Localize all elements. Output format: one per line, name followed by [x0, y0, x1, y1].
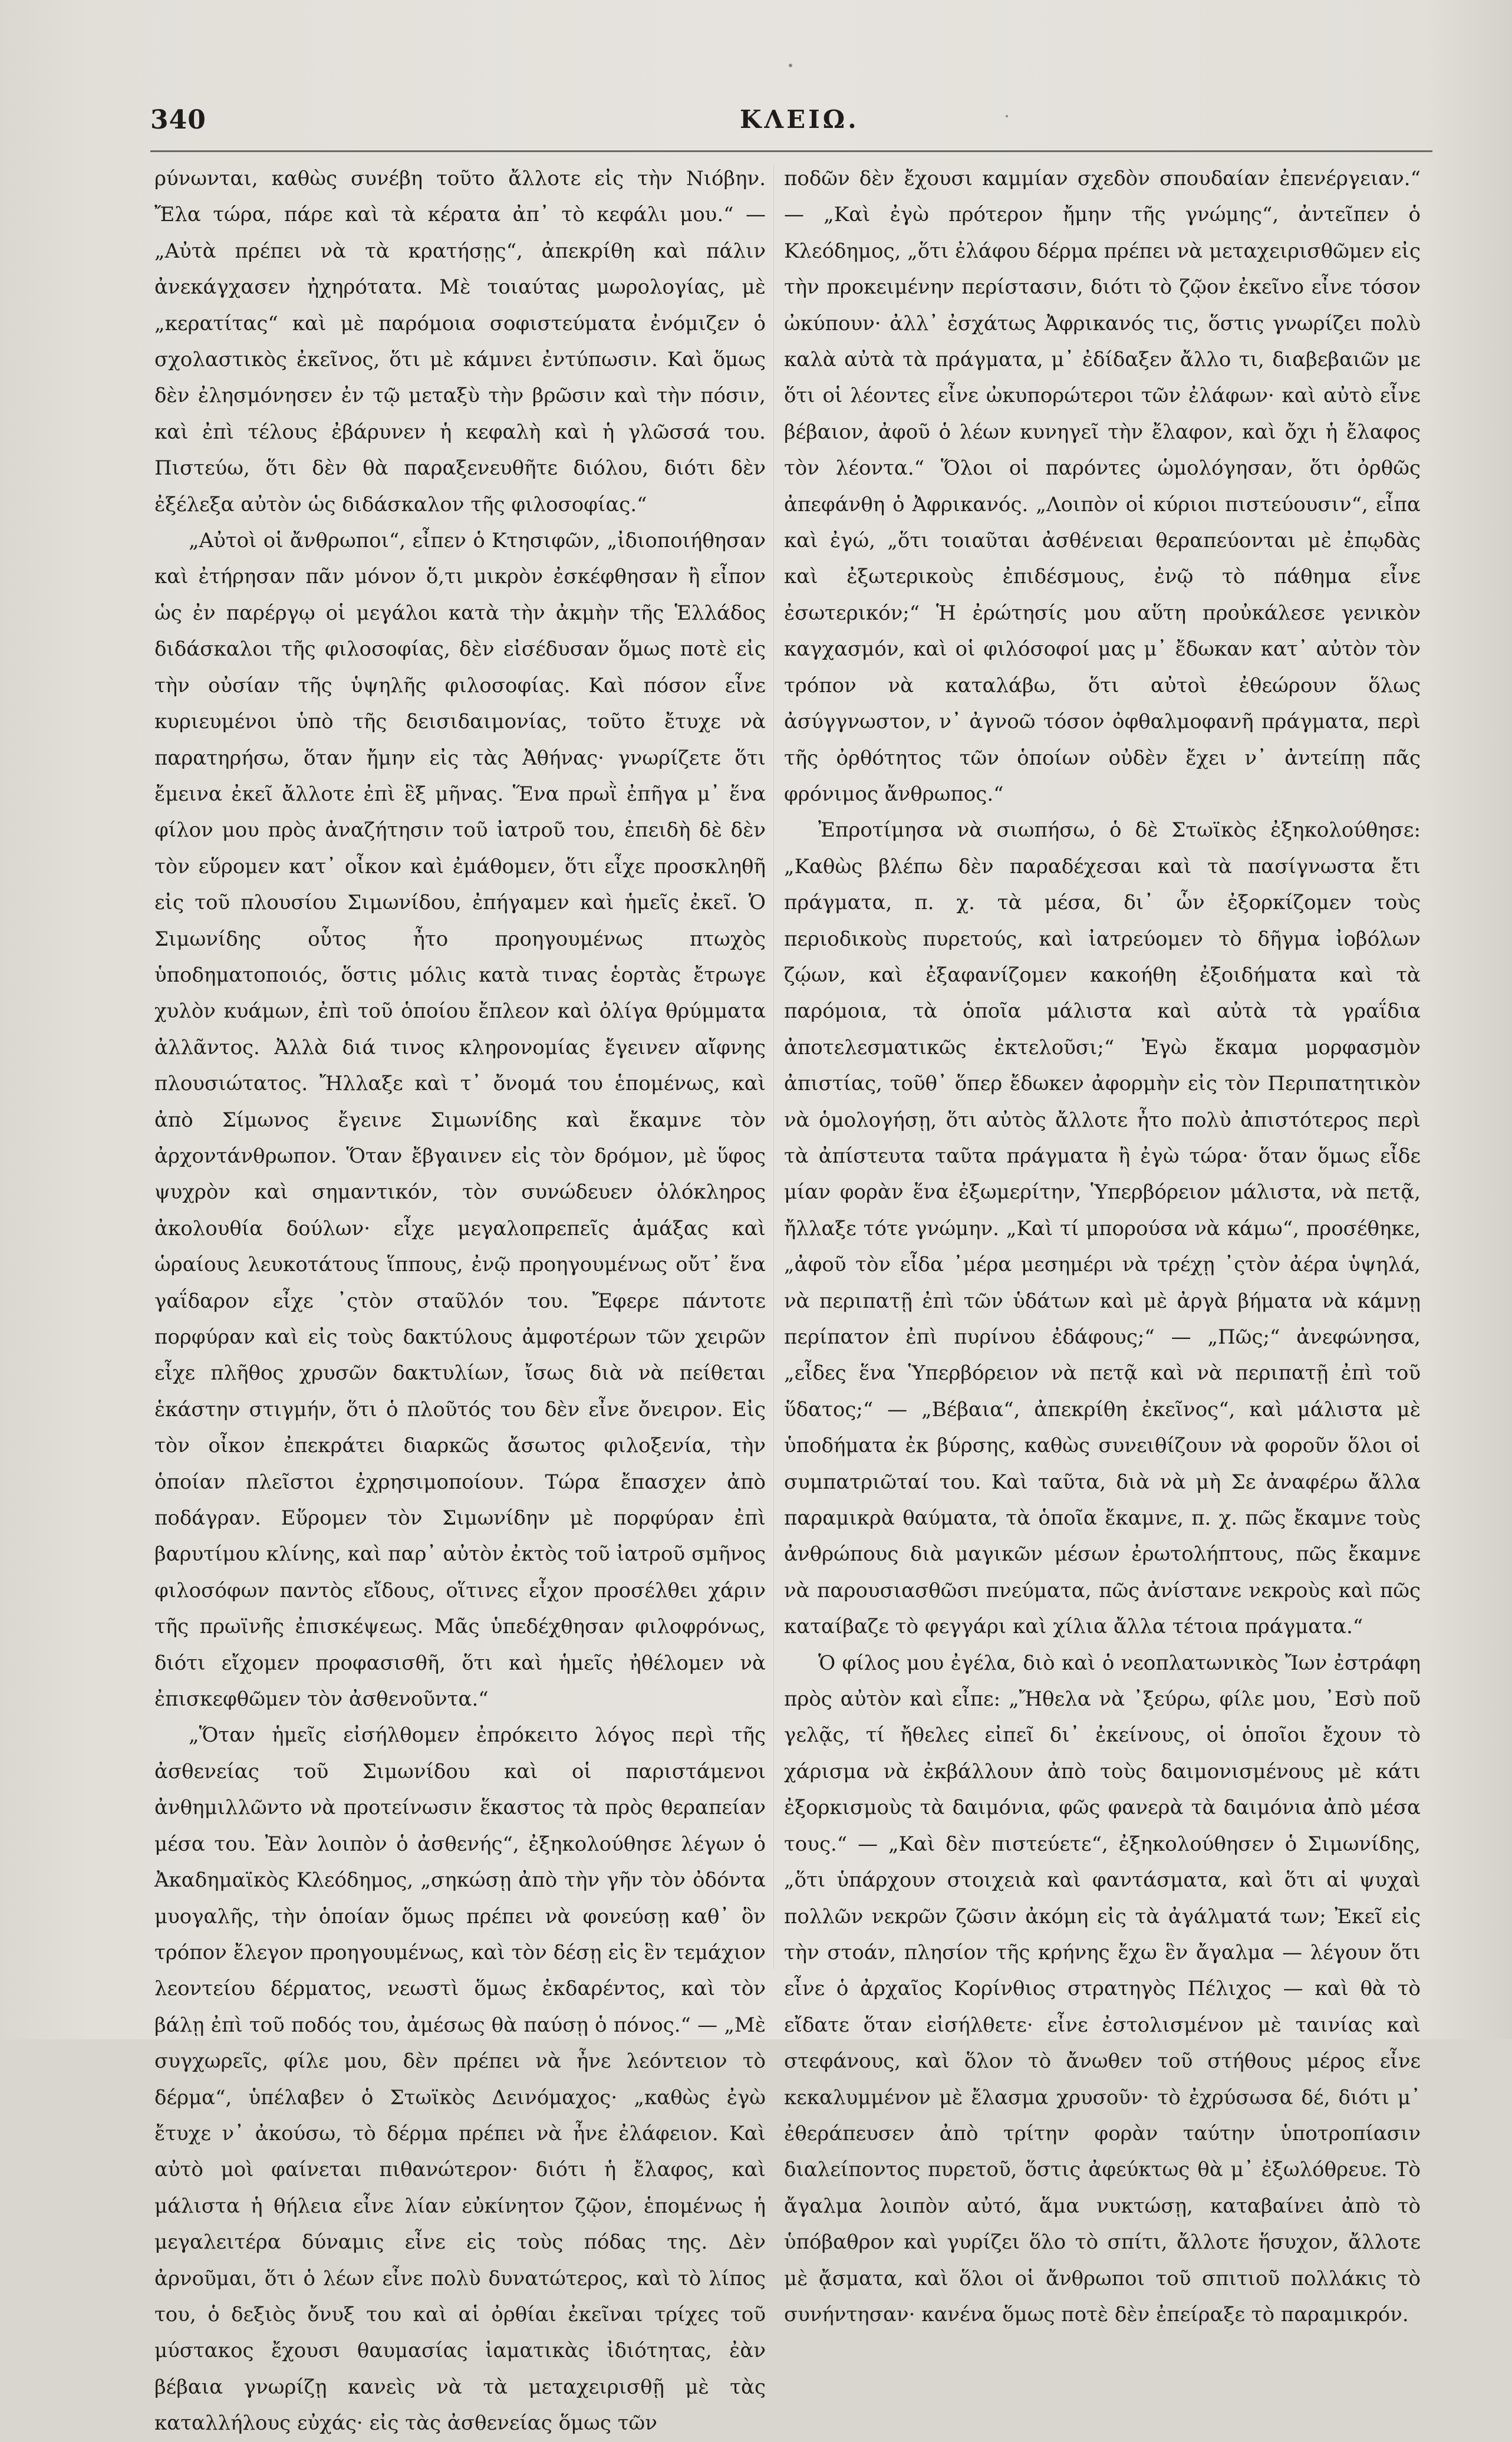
paper-speck [1006, 115, 1008, 117]
paragraph: Ἐπροτίμησα νὰ σιωπήσω, ὁ δὲ Στωϊκὸς ἐξηκολούθησε: „Καθὼς βλέπω δὲν παραδέχεσαι καὶ τὰ πασίγνωστα ἔτι πράγματα, π. χ. τὰ μέσα, δι᾽ ὧν ἐξορκίζομεν τοὺς περιοδικοὺς πυρετούς, καὶ ἰατρεύομεν τὸ δῆγμα ἰοβόλων ζῴων, καὶ ἐξαφανίζομεν κακοήθη ἐξοιδήματα καὶ τὰ παρόμοια, τὰ ὁποῖα μάλιστα καὶ αὐτὰ τὰ γραΐδια ἀποτελεσματικῶς ἐκτελοῦσι;“ Ἐγὼ ἔκαμα μορφασμὸν ἀπιστίας, τοῦθ᾽ ὅπερ ἔδωκεν ἀφορμὴν εἰς τὸν Περιπατητικὸν νὰ ὁμολογήσῃ, ὅτι αὐτὸς ἄλλοτε ἦτο πολὺ ἀπιστότερος περὶ τὰ ἀπίστευτα ταῦτα πράγματα ἢ ἐγὼ τώρα· ὅταν ὅμως εἶδε μίαν φορὰν ἕνα ἐξωμερίτην, Ὑπερβόρειον μάλιστα, νὰ πετᾷ, ἤλλαξε τότε γνώμην. „Καὶ τί μπορούσα νὰ κάμω“, προσέθηκε, „ἀφοῦ τὸν εἶδα ᾽μέρα μεσημέρι νὰ τρέχῃ ᾽ςτὸν ἀέρα ὑψηλά, νὰ περιπατῇ ἐπὶ τῶν ὑδάτων καὶ μὲ ἀργὰ βήματα νὰ κάμνῃ περίπατον ἐπὶ πυρίνου ἐδάφους;“ — „Πῶς;“ ἀνεφώνησα, „εἶδες ἕνα Ὑπερβόρειον νὰ πετᾷ καὶ νὰ περιπατῇ ἐπὶ τοῦ ὕδατος;“ — „Βέβαια“, ἀπεκρίθη ἐκεῖνος“, καὶ μάλιστα μὲ ὑποδήματα ἐκ βύρσης, καθὼς συνειθίζουν νὰ φοροῦν ὅλοι οἱ συμπατριῶταί του. Καὶ ταῦτα, διὰ νὰ μὴ Σε ἀναφέρω ἄλλα παραμικρὰ θαύματα, τὰ ὁποῖα ἔκαμνε, π. χ. πῶς ἔκαμνε τοὺς ἀνθρώπους διὰ μαγικῶν μέσων ἐρωτολήπτους, πῶς ἔκαμνε νὰ παρουσιασθῶσι πνεύματα, πῶς ἀνίστανε νεκροὺς καὶ πῶς καταίβαζε τὸ φεγγάρι καὶ χίλια ἄλλα τέτοια πράγματα.“ [784, 818, 1421, 1639]
paragraph: ρύνωνται, καθὼς συνέβη τοῦτο ἄλλοτε εἰς τὴν Νιόβην. Ἔλα τώρα, πάρε καὶ τὰ κέρατα ἀπ᾽ τὸ κεφάλι μου.“ — „Αὐτὰ πρέπει νὰ τὰ κρατήσῃς“, ἀπεκρίθη καὶ πάλιν ἀνεκάγχασεν ἠχηρότατα. Μὲ τοιαύτας μωρολογίας, μὲ „κερατίτας“ καὶ μὲ παρόμοια σοφιστεύματα ἐνόμιζεν ὁ σχολαστικὸς ἐκεῖνος, ὅτι μὲ κάμνει ἐντύπωσιν. Καὶ ὅμως δὲν ἐλησμόνησεν ἐν τῷ μεταξὺ τὴν βρῶσιν καὶ τὴν πόσιν, καὶ ἐπὶ τέλους ἐβάρυνεν ἡ κεφαλὴ καὶ ἡ γλῶσσά του. Πιστεύω, ὅτι δὲν θὰ παραξενευθῆτε διόλου, διότι δὲν ἐξέλεξα αὐτὸν ὡς διδάσκαλον τῆς φιλοσοφίας.“ [154, 167, 766, 516]
running-title: ΚΛΕΙΩ. [740, 105, 859, 134]
paragraph: ποδῶν δὲν ἔχουσι καμμίαν σχεδὸν σπουδαίαν ἐπενέργειαν.“ — „Καὶ ἐγὼ πρότερον ἤμην τῆς γνώμης“, ἀντεῖπεν ὁ Κλεόδημος, „ὅτι ἐλάφου δέρμα πρέπει νὰ μεταχειρισθῶμεν εἰς τὴν προκειμένην περίστασιν, διότι τὸ ζῷον ἐκεῖνο εἶνε τόσον ὠκύπουν· ἀλλ᾽ ἐσχάτως Ἀφρικανός τις, ὅστις γνωρίζει πολὺ καλὰ αὐτὰ τὰ πράγματα, μ᾽ ἐδίδαξεν ἄλλο τι, διαβεβαιῶν με ὅτι οἱ λέοντες εἶνε ὠκυπορώτεροι τῶν ἐλάφων· καὶ αὐτὸ εἶνε βέβαιον, ἀφοῦ ὁ λέων κυνηγεῖ τὴν ἔλαφον, καὶ ὄχι ἡ ἔλαφος τὸν λέοντα.“ Ὅλοι οἱ παρόντες ὡμολόγησαν, ὅτι ὀρθῶς ἀπεφάνθη ὁ Ἀφρικανός. „Λοιπὸν οἱ κύριοι πιστεύουσιν“, εἶπα καὶ ἐγώ, „ὅτι τοιαῦται ἀσθένειαι θεραπεύονται μὲ ἐπῳδὰς καὶ ἐξωτερικοὺς ἐπιδέσμους, ἐνῷ τὸ πάθημα εἶνε ἐσωτερικόν;“ Ἡ ἐρώτησίς μου αὕτη προὐκάλεσε γενικὸν καγχασμόν, καὶ οἱ φιλόσοφοί μας μ᾽ ἔδωκαν κατ᾽ αὐτὸν τὸν τρόπον νὰ καταλάβω, ὅτι αὐτοὶ ἐθεώρουν ὅλως ἀσύγγνωστον, ν᾽ ἀγνοῶ τόσον ὀφθαλμοφανῆ πράγματα, περὶ τῆς ὀρθότητος τῶν ὁποίων οὐδὲν ἔχει ν᾽ ἀντείπῃ πᾶς φρόνιμος ἄνθρωπος.“ [784, 167, 1421, 806]
page-header [150, 105, 1435, 140]
paper-speck [789, 64, 792, 67]
right-column [784, 161, 1421, 2326]
paragraph: Ὁ φίλος μου ἐγέλα, διὸ καὶ ὁ νεοπλατωνικὸς Ἴων ἐστράφη πρὸς αὐτὸν καὶ εἶπε: „Ἤθελα νὰ ᾽ξεύρω, φίλε μου, ᾽Εσὺ ποῦ γελᾷς, τί ἤθελες εἰπεῖ δι᾽ ἐκείνους, οἱ ὁποῖοι ἔχουν τὸ χάρισμα νὰ ἐκβάλλουν ἀπὸ τοὺς δαιμονισμένους μὲ κάτι ἐξορκισμοὺς τὰ δαιμόνια, φῶς φανερὰ τὰ δαιμόνια ἀπὸ μέσα τους.“ — „Καὶ δὲν πιστεύετε“, ἐξηκολούθησεν ὁ Σιμωνίδης, „ὅτι ὑπάρχουν στοιχειὰ καὶ φαντάσματα, καὶ ὅτι αἱ ψυχαὶ πολλῶν νεκρῶν ζῶσιν ἀκόμη εἰς τὰ ἀγάλματά των; Ἐκεῖ εἰς τὴν στοάν, πλησίον τῆς κρήνης ἔχω ἓν ἄγαλμα — λέγουν ὅτι εἶνε ὁ ἀρχαῖος Κορίνθιος στρατηγὸς Πέλιχος — καὶ θὰ τὸ εἴδατε ὅταν εἰσήλθετε· εἶνε ἐστολισμένον μὲ ταινίας καὶ στεφάνους, καὶ ὅλον τὸ ἄνωθεν τοῦ στήθους μέρος εἶνε κεκαλυμμένον μὲ ἔλασμα χρυσοῦν· τὸ ἐχρύσωσα δέ, διότι μ᾽ ἐθεράπευσεν ἀπὸ τρίτην φορὰν ταύτην ὑποτροπίασιν διαλείποντος πυρετοῦ, ὅστις ἀφεύκτως θὰ μ᾽ ἐξωλόθρευε. Τὸ ἄγαλμα λοιπὸν αὐτό, ἅμα νυκτώσῃ, καταβαίνει ἀπὸ τὸ ὑπόβαθρον καὶ γυρίζει ὅλο τὸ σπίτι, ἄλλοτε ἥσυχον, ἄλλοτε μὲ ᾄσματα, καὶ ὅλοι οἱ ἄνθρωποι τοῦ σπιτιοῦ πολλάκις τὸ συνήντησαν· κανένα ὅμως ποτὲ δὲν ἐπείραξε τὸ παραμικρόν. [784, 1651, 1421, 2326]
page-number: 340 [150, 105, 206, 135]
left-column [154, 161, 766, 2436]
header-rule [150, 150, 1432, 152]
column-gutter [773, 165, 774, 1969]
paragraph: „Αὐτοὶ οἱ ἄνθρωποι“, εἶπεν ὁ Κτησιφῶν, „ἰδιοποιήθησαν καὶ ἐτήρησαν πᾶν μόνον ὅ,τι μικρὸν ἐσκέφθησαν ἢ εἶπον ὡς ἐν παρέργῳ οἱ μεγάλοι κατὰ τὴν ἀκμὴν τῆς Ἑλλάδος διδάσκαλοι τῆς φιλοσοφίας, δὲν εἰσέδυσαν ὅμως ποτὲ εἰς τὴν οὐσίαν τῆς ὑψηλῆς φιλοσοφίας. Καὶ πόσον εἶνε κυριευμένοι ὑπὸ τῆς δεισιδαιμονίας, τοῦτο ἔτυχε νὰ παρατηρήσω, ὅταν ἤμην εἰς τὰς Ἀθήνας· γνωρίζετε ὅτι ἔμεινα ἐκεῖ ἄλλοτε ἐπὶ ἓξ μῆνας. Ἕνα πρωῒ ἐπῆγα μ᾽ ἕνα φίλον μου πρὸς ἀναζήτησιν τοῦ ἰατροῦ του, ἐπειδὴ δὲ δὲν τὸν εὕρομεν κατ᾽ οἶκον καὶ ἐμάθομεν, ὅτι εἶχε προσκληθῆ εἰς τοῦ πλουσίου Σιμωνίδου, ἐπήγαμεν καὶ ἡμεῖς ἐκεῖ. Ὁ Σιμωνίδης οὗτος ἦτο προηγουμένως πτωχὸς ὑποδηματοποιός, ὅστις μόλις κατὰ τινας ἑορτὰς ἔτρωγε χυλὸν κυάμων, ἐπὶ τοῦ ὁποίου ἔπλεον καὶ ὀλίγα θρύμματα ἀλλᾶντος. Ἀλλὰ διά τινος κληρονομίας ἔγεινεν αἴφνης πλουσιώτατος. Ἤλλαξε καὶ τ᾽ ὄνομά του ἑπομένως, καὶ ἀπὸ Σίμωνος ἔγεινε Σιμωνίδης καὶ ἔκαμνε τὸν ἀρχοντάνθρωπον. Ὅταν ἔβγαινεν εἰς τὸν δρόμον, μὲ ὕφος ψυχρὸν καὶ σημαντικόν, τὸν συνώδευεν ὁλόκληρος ἀκολουθία δούλων· εἶχε μεγαλοπρεπεῖς ἁμάξας καὶ ὡραίους λευκοτάτους ἵππους, ἐνῷ προηγουμένως οὔτ᾽ ἕνα γαΐδαρον εἶχε ᾽ςτὸν σταῦλόν του. Ἔφερε πάντοτε πορφύραν καὶ εἰς τοὺς δακτύλους ἀμφοτέρων τῶν χειρῶν εἶχε πλῆθος χρυσῶν δακτυλίων, ἴσως διὰ νὰ πείθεται ἑκάστην στιγμήν, ὅτι ὁ πλοῦτός του δὲν εἶνε ὄνειρον. Εἰς τὸν οἶκον ἐπεκράτει διαρκῶς ἄσωτος φιλοξενία, τὴν ὁποίαν πλεῖστοι ἐχρησιμοποίουν. Τώρα ἔπασχεν ἀπὸ ποδάγραν. Εὕρομεν τὸν Σιμωνίδην μὲ πορφύραν ἐπὶ βαρυτίμου κλίνης, καὶ παρ᾽ αὐτὸν ἐκτὸς τοῦ ἰατροῦ σμῆνος φιλοσόφων παντὸς εἴδους, οἵτινες εἶχον προσέλθει χάριν τῆς πρωϊνῆς ἐπισκέψεως. Μᾶς ὑπεδέχθησαν φιλοφρόνως, διότι εἴχομεν προφασισθῆ, ὅτι καὶ ἡμεῖς ἠθέλομεν νὰ ἐπισκεφθῶμεν τὸν ἀσθενοῦντα.“ [154, 529, 766, 1712]
paragraph: „Ὅταν ἡμεῖς εἰσήλθομεν ἐπρόκειτο λόγος περὶ τῆς ἀσθενείας τοῦ Σιμωνίδου καὶ οἱ παριστάμενοι ἀνθημιλλῶντο νὰ προτείνωσιν ἕκαστος τὰ πρὸς θεραπείαν μέσα του. Ἐὰν λοιπὸν ὁ ἀσθενής“, ἐξηκολούθησε λέγων ὁ Ἀκαδημαϊκὸς Κλεόδημος, „σηκώσῃ ἀπὸ τὴν γῆν τὸν ὀδόντα μυογαλῆς, τὴν ὁποίαν ὅμως πρέπει νὰ φονεύσῃ καθ᾽ ὃν τρόπον ἔλεγον προηγουμένως, καὶ τὸν δέσῃ εἰς ἓν τεμάχιον λεοντείου δέρματος, νεωστὶ ὅμως ἐκδαρέντος, καὶ τὸν βάλῃ ἐπὶ τοῦ ποδός του, ἀμέσως θὰ παύσῃ ὁ πόνος.“ — „Μὲ συγχωρεῖς, φίλε μου, δὲν πρέπει νὰ ἦνε λεόντειον τὸ δέρμα“, ὑπέλαβεν ὁ Στωϊκὸς Δεινόμαχος· „καθὼς ἐγὼ ἔτυχε ν᾽ ἀκούσω, τὸ δέρμα πρέπει νὰ ἦνε ἐλάφειον. Καὶ αὐτὸ μοὶ φαίνεται πιθανώτερον· διότι ἡ ἔλαφος, καὶ μάλιστα ἡ θήλεια εἶνε λίαν εὐκίνητον ζῷον, ἑπομένως ἡ μεγαλειτέρα δύναμις εἶνε εἰς τοὺς πόδας της. Δὲν ἀρνοῦμαι, ὅτι ὁ λέων εἶνε πολὺ δυνατώτερος, καὶ τὸ λίπος του, ὁ δεξιὸς ὄνυξ του καὶ αἱ ὀρθίαι ἐκεῖναι τρίχες τοῦ μύστακος ἔχουσι θαυμασίας ἰαματικὰς ἰδιότητας, ἐὰν βέβαια γνωρίζῃ κανεὶς νὰ τὰ μεταχειρισθῇ μὲ τὰς καταλλήλους εὐχάς· εἰς τὰς ἀσθενείας ὅμως τῶν [154, 1723, 766, 2436]
